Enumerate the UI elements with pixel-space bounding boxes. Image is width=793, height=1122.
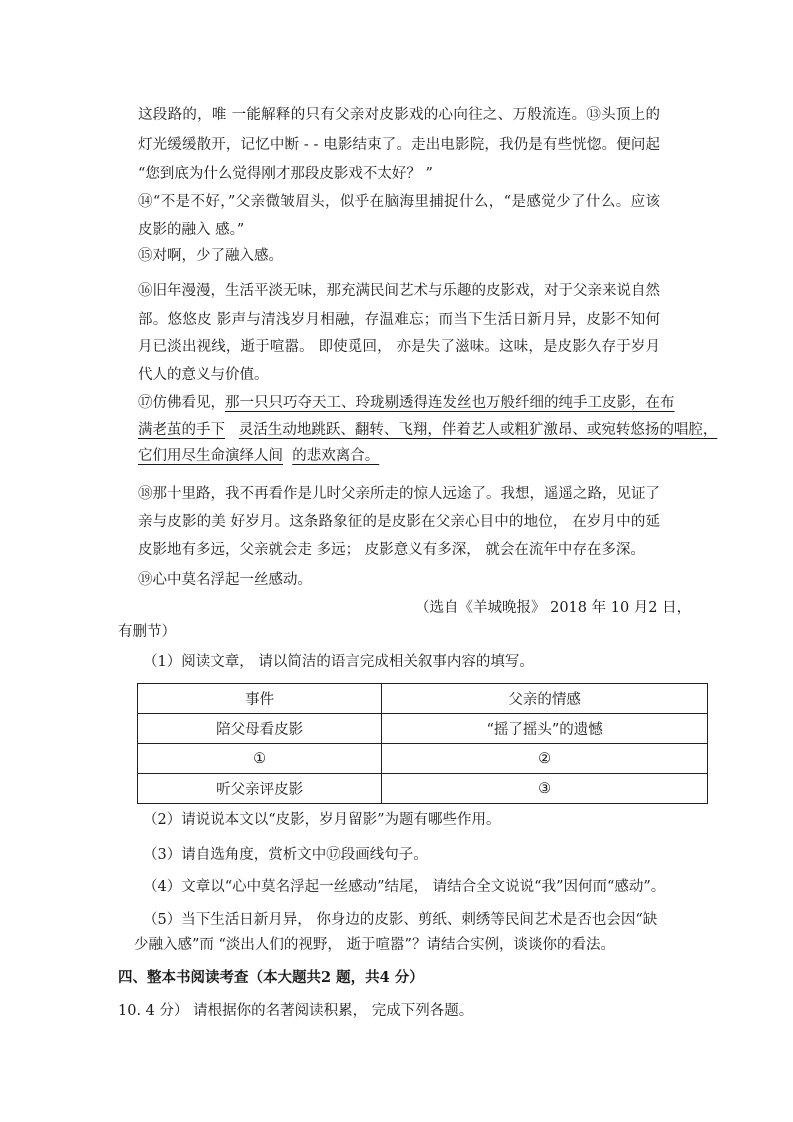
table-header: 事件 xyxy=(138,684,382,714)
table-row xyxy=(138,774,708,804)
passage-line: ⑱那十里路，我不再看作是儿时父亲所走的惊人远途了。我想，遥遥之路，见证了 xyxy=(138,486,660,502)
underlined-paragraph-line xyxy=(138,393,675,413)
table-cell: 听父亲评皮影 xyxy=(138,774,382,804)
underlined-text: 满老茧的手下 xyxy=(138,422,225,438)
passage-line: 皮影地有多远，父亲就会走 多远； 皮影意义有多深， 就会在流年中存在多深。 xyxy=(138,542,645,558)
passage-line: 灯光缓缓散开，记忆中断 - - 电影结束了。走出电影院，我仍是有些恍惚。便问起 xyxy=(138,137,660,153)
passage-line: ⑲心中莫名浮起一丝感动。 xyxy=(138,572,312,588)
question-5: （5）当下生活日新月异， 你身边的皮影、剪纸、刺绣等民间艺术是否也会因“缺 xyxy=(143,912,658,928)
question-5: 少融入感”而 “淡出人们的视野， 逝于喧嚣”？请结合实例，谈谈你的看法。 xyxy=(134,937,615,953)
passage-line: “您到底为什么觉得刚才那段皮影戏不太好？ ” xyxy=(138,166,433,182)
narrative-table xyxy=(137,683,708,804)
underlined-text: 的悲欢离合。 xyxy=(292,448,380,464)
source-citation: （选自《羊城晚报》 2018 年 10 月2 日， xyxy=(415,600,692,616)
underlined-paragraph-line xyxy=(138,446,379,466)
passage-line: 亲与皮影的美 好岁月。这条路象征的是皮影在父亲心目中的地位， 在岁月中的延 xyxy=(138,514,660,530)
text: ⑰仿佛看见， xyxy=(138,395,225,411)
passage-line: 代人的意义与价值。 xyxy=(138,367,269,383)
passage-line: 皮影的融入 感。” xyxy=(138,222,245,238)
section-heading: 四、整本书阅读考查（本大题共2 题，共4 分） xyxy=(118,969,424,986)
table-cell: ③ xyxy=(382,774,708,804)
table-cell: “摇了摇头”的遗憾 xyxy=(382,714,708,744)
table-cell: ① xyxy=(138,744,382,774)
table-header-row xyxy=(138,684,708,714)
passage-line: ⑭“不是不好，”父亲微皱眉头，似乎在脑海里捕捉什么，“是感觉少了什么。应该 xyxy=(138,194,660,210)
underlined-paragraph-line xyxy=(138,420,717,440)
passage-line: ⑯旧年漫漫，生活平淡无味，那充满民间艺术与乐趣的皮影戏，对于父亲来说自然 xyxy=(138,283,660,299)
underlined-text: 灵活生动地跳跃、翻转、飞翔，伴着艺人或粗犷激昂、或宛转悠扬的唱腔， xyxy=(238,422,718,438)
passage-line: 部。悠悠皮 影声与清浅岁月相融，存温难忘；而当下生活日新月异，皮影不知何 xyxy=(138,312,660,328)
table-row xyxy=(138,744,708,774)
question-3: （3）请自选角度，赏析文中⑰段画线句子。 xyxy=(143,847,428,863)
table-header: 父亲的情感 xyxy=(382,684,708,714)
table-cell: ② xyxy=(382,744,708,774)
table-row xyxy=(138,714,708,744)
question-1: （1）阅读文章， 请以简洁的语言完成相关叙事内容的填写。 xyxy=(143,654,534,670)
underlined-text: 它们用尽生命演绎人间 xyxy=(138,448,283,464)
question-2: （2）请说说本文以“皮影，岁月留影”为题有哪些作用。 xyxy=(143,812,501,828)
passage-line: 月已淡出视线，逝于喧嚣。 即使觅回， 亦是失了滋味。这味，是皮影久存于岁月 xyxy=(138,339,660,355)
source-citation: 有删节） xyxy=(118,624,176,640)
table-cell: 陪父母看皮影 xyxy=(138,714,382,744)
question-4: （4）文章以“心中莫名浮起一丝感动”结尾， 请结合全文说说“我”因何而“感动”。 xyxy=(143,879,666,895)
underlined-text: 那一只只巧夺天工、玲珑剔透得连发丝也万般纤细的纯手工皮影，在布 xyxy=(225,395,675,411)
passage-line: 这段路的，唯 一能解释的只有父亲对皮影戏的心向往之、万般流连。⑬头顶上的 xyxy=(138,107,660,123)
passage-line: ⑮对啊，少了融入感。 xyxy=(138,248,283,264)
question-10: 10. 4 分） 请根据你的名著阅读积累， 完成下列各题。 xyxy=(118,1003,474,1019)
